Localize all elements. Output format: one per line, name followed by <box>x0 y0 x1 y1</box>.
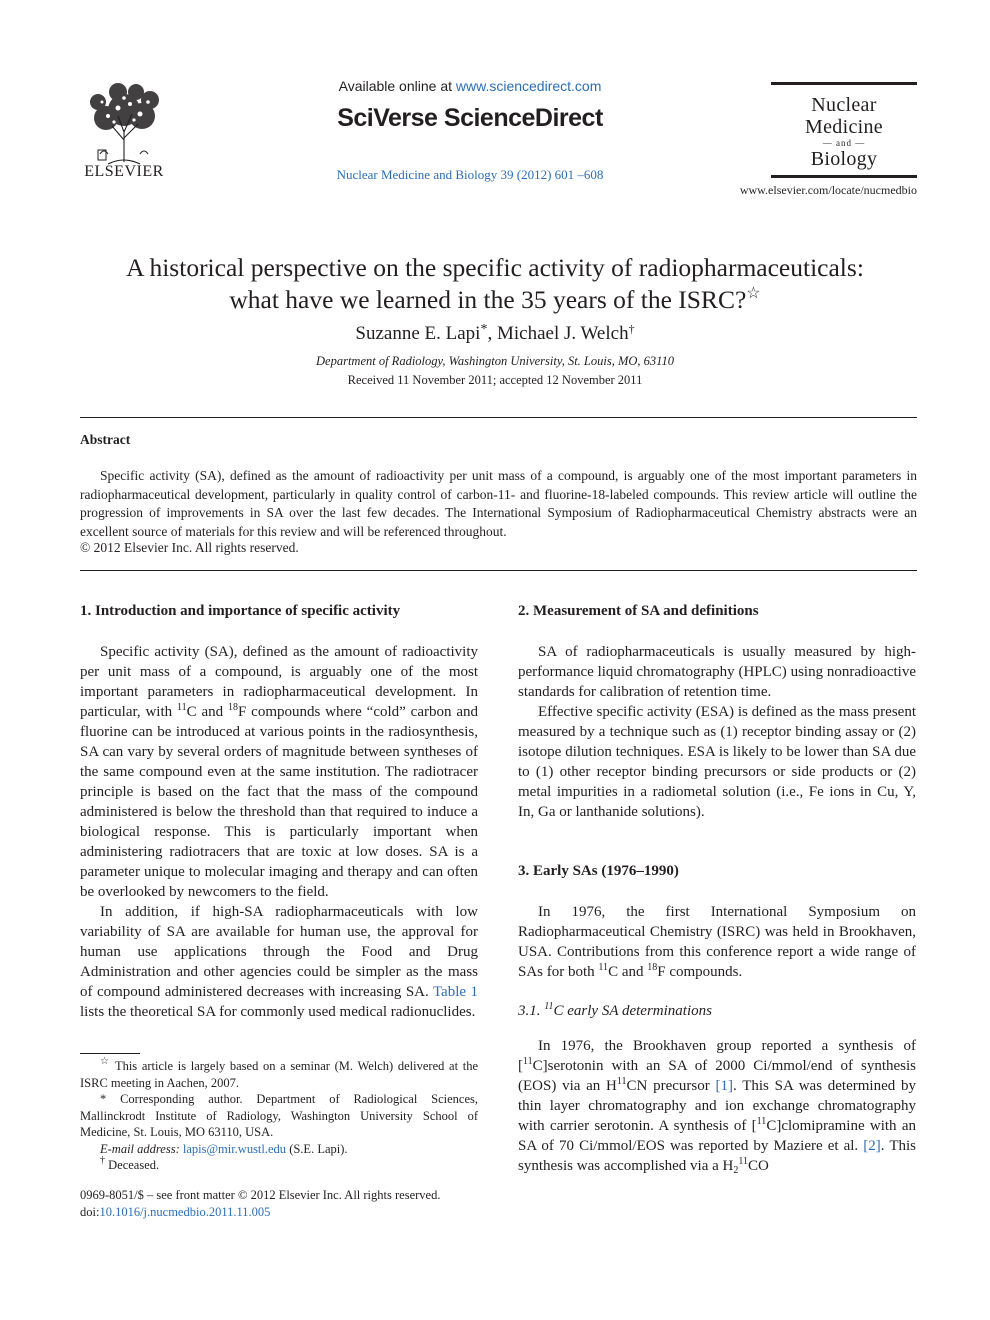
doi-link[interactable]: 10.1016/j.nucmedbio.2011.11.005 <box>99 1205 271 1219</box>
corresponding-author-mark[interactable]: * <box>480 322 488 337</box>
paragraph: Effective specific activity (ESA) is defined as the mass present measured by a technique such as (1) receptor binding assay or (2) isotope dilution techniques. ESA is likely to be lower than SA due to (1) other receptor binding precursors or side products or (2) metal impurities in a radiometal solution (i.e., Fe ions in Cu, Y, In, Ga or lanthanide solutions). <box>518 704 916 820</box>
section-2-body <box>518 642 916 822</box>
title-line-1: A historical perspective on the specific activity of radiopharmaceuticals: <box>126 253 864 282</box>
section-1-body <box>80 642 478 1022</box>
title-footnote-mark[interactable]: ☆ <box>746 285 761 302</box>
author-name: Suzanne E. Lapi <box>355 323 481 344</box>
section-3-body <box>518 902 916 982</box>
paragraph: SA of radiopharmaceuticals is usually measured by high-performance liquid chromatography (HPLC) using nonradioactive standards for calibration of retention time. <box>518 644 916 700</box>
section-heading: 3. Early SAs (1976–1990) <box>518 863 679 879</box>
footnotes <box>80 1058 478 1174</box>
abstract-text <box>80 467 917 541</box>
title-line-2-text: what have we learned in the 35 years of the ISRC? <box>229 285 747 314</box>
abstract-heading: Abstract <box>80 432 131 447</box>
journal-citation[interactable]: Nuclear Medicine and Biology 39 (2012) 601 –608 <box>336 167 604 182</box>
reference-link[interactable]: [2] <box>863 1138 881 1154</box>
journal-url[interactable]: www.elsevier.com/locate/nucmedbio <box>739 183 917 197</box>
reference-link[interactable]: [1] <box>715 1078 733 1094</box>
footnote: ☆ This article is largely based on a seminar (M. Welch) delivered at the ISRC meeting in Aachen, 2007. <box>80 1056 479 1090</box>
author-separator: , <box>487 323 497 344</box>
footnote-divider <box>80 1053 140 1054</box>
article-title <box>70 252 920 316</box>
email-link[interactable]: lapis@mir.wustl.edu <box>182 1141 287 1156</box>
section-heading: 1. Introduction and importance of specific activity <box>80 603 401 619</box>
divider <box>80 417 917 418</box>
journal-logo-and: — and — <box>822 138 866 148</box>
journal-logo-line3: Biology <box>810 148 878 170</box>
author-list <box>70 323 920 345</box>
paragraph: In 1976, the Brookhaven group reported a synthesis of [$^{11}$C]serotonin with an SA of 2000 Ci/mmol/end of synthesis (EOS) via an $H^{11}CN$ precursor [1]. This SA was determined by thin layer chromatography and ion exchange chromatography with carrier serotonin. A synthesis of [$^{11}$C]clomipramine with an SA of 70 Ci/mmol/EOS was reported by Maziere et al. [2]. This synthesis was accomplished via a $H_2^{11}CO$ <box>518 1038 916 1176</box>
journal-logo-line2: Medicine <box>805 116 883 138</box>
table-1-link[interactable]: Table 1 <box>432 984 478 1000</box>
footnote: † Deceased. <box>100 1155 160 1172</box>
title-line-2 <box>70 284 920 316</box>
journal-logo <box>771 82 917 178</box>
author-name: Michael J. Welch <box>496 323 629 344</box>
platform-name: SciVerse ScienceDirect <box>337 104 603 132</box>
footnote: E-mail address: lapis@mir.wustl.edu (S.E. Lapi). <box>100 1141 348 1156</box>
paragraph: Specific activity (SA), defined as the amount of radioactivity per unit mass of a compound, is arguably one of the most important parameters in radiopharmaceutical development. In particular, with $^{11}$C and $^{18}$F compounds where “cold” carbon and fluorine can be introduced at various points in the radiosynthesis, SA can vary by several orders of magnitude between syntheses of the same compound even at the same institution. The radiotracer principle is based on the fact that the mass of the compound administered is below the threshold than that required to induce a biological response. This is particularly important when administering radiotracers that are toxic at low doses. SA is a parameter unique to molecular imaging and therapy and can often be overlooked by newcomers to the field. <box>80 644 478 900</box>
availability-prefix: Available online at <box>338 78 456 94</box>
received-dates: Received 11 November 2011; accepted 12 November 2011 <box>347 373 643 387</box>
abstract-copyright: © 2012 Elsevier Inc. All rights reserved. <box>80 540 299 555</box>
divider <box>80 570 917 571</box>
section-heading: 2. Measurement of SA and definitions <box>518 603 759 619</box>
abstract-paragraph: Specific activity (SA), defined as the amount of radioactivity per unit mass of a compound, is arguably one of the most important parameters in radiopharmaceutical development, particularly in quality control of carbon-11- and fluorine-18-labeled compounds. This review article will outline the progression of improvements in SA over the last few decades. The International Symposium of Radiopharmaceutical Chemistry abstracts were an excellent source of materials for this review and will be referenced throughout. <box>80 468 917 539</box>
subsection-heading: 3.1. $^{11}$C early SA determinations <box>518 1001 712 1019</box>
issn-line: 0969-8051/$ – see front matter © 2012 Elsevier Inc. All rights reserved. <box>80 1188 441 1202</box>
journal-logo-line1: Nuclear <box>811 94 877 116</box>
doi-line: doi:10.1016/j.nucmedbio.2011.11.005 <box>80 1205 271 1219</box>
deceased-mark[interactable]: † <box>628 322 635 336</box>
affiliation: Department of Radiology, Washington University, St. Louis, MO, 63110 <box>316 354 674 368</box>
publisher-name: ELSEVIER <box>84 163 164 180</box>
availability-line <box>300 78 640 94</box>
subsection-3-1-body <box>518 1036 916 1176</box>
footnote: * Corresponding author. Department of Radiological Sciences, Mallinckrodt Institute of Radiology, Washington University School of Medicine, St. Louis, MO 63110, USA. <box>80 1092 478 1139</box>
issn-block <box>80 1187 440 1221</box>
paragraph: In 1976, the first International Symposium on Radiopharmaceutical Chemistry (ISRC) was held in Brookhaven, USA. Contributions from this conference report a wide range of SAs for both $^{11}$C and $^{18}$F compounds. <box>518 904 916 980</box>
paragraph: In addition, if high-SA radiopharmaceuticals with low variability of SA are available for human use, the approval for human use applications through the Food and Drug Administration and other agencies could be simpler as the mass of compound administered decreases with increasing SA. Table 1 lists the theoretical SA for commonly used medical radionuclides. <box>80 904 478 1020</box>
sciencedirect-link[interactable]: www.sciencedirect.com <box>455 78 602 94</box>
